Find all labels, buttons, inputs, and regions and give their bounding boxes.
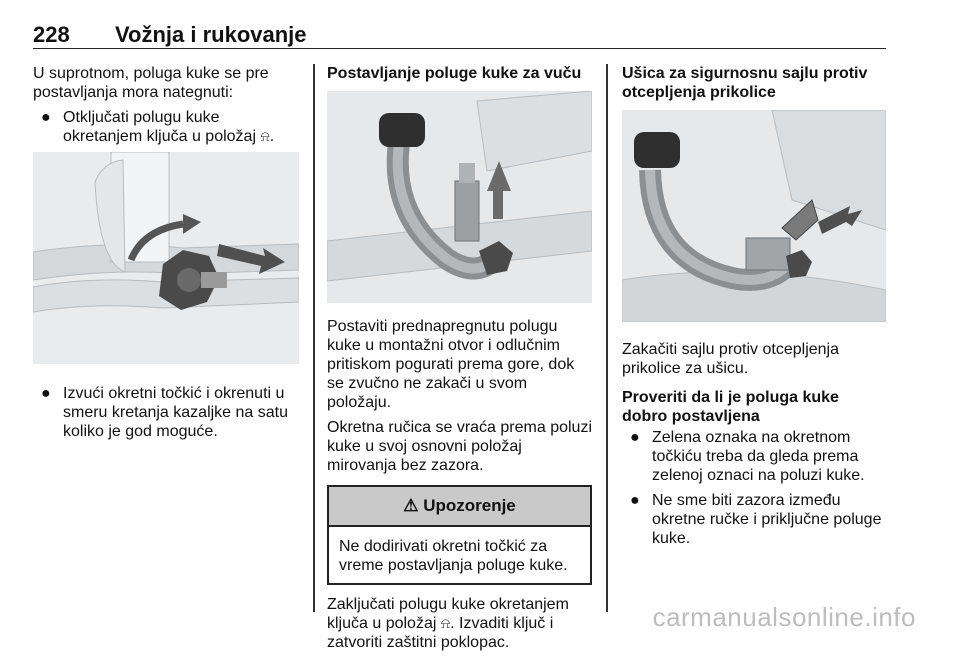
knob-illustration-svg [33, 152, 299, 364]
bullet-icon: ● [630, 429, 640, 446]
illustration-towbar-insert [327, 91, 592, 303]
bullet-icon: ● [630, 492, 640, 509]
list-item [622, 428, 886, 485]
section-heading: Ušica za sigurnosnu sajlu protiv otcepljenja prikolice [622, 65, 868, 101]
list-item [622, 491, 886, 548]
bullet-icon: ● [41, 385, 51, 402]
key-unlock-icon: ⍾ [260, 128, 270, 144]
column-middle [327, 64, 592, 658]
list-item-text: Ne sme biti zazora između okretne ručke i priključne poluge kuke. [652, 492, 882, 547]
intro-text: U suprotnom, poluga kuke se pre postavljanja mora nategnuti: [33, 65, 269, 101]
bullet-icon: ● [41, 109, 51, 126]
key-lock-icon: ⍾ [440, 615, 451, 631]
paragraph [327, 595, 592, 652]
warning-box [327, 485, 592, 585]
warning-body: Ne dodirivati okretni točkić za vreme postavljanja poluge kuke. [339, 538, 568, 574]
column-divider [313, 64, 315, 612]
watermark: carmanualsonline.info [652, 602, 916, 632]
section-heading: Postavljanje poluge kuke za vuču [327, 65, 582, 82]
paragraph: Postaviti prednapregnutu polugu kuke u montažni otvor i odlučnim pritiskom pogurati prema gore, dok se zvučno ne zakači u svom položaju. [327, 318, 575, 411]
warning-title: Upozorenje [423, 496, 516, 515]
page-header [33, 14, 886, 49]
paragraph: Zakačiti sajlu protiv otcepljenja prikolice za ušicu. [622, 341, 839, 377]
section-heading: Proveriti da li je poluga kuke dobro postavljena [622, 389, 839, 425]
eye-illustration-svg [622, 110, 886, 322]
paragraph-text-end: . Izvaditi ključ i zatvoriti zaštitni poklopac. [327, 615, 554, 651]
list-item-text: Zelena oznaka na okretnom točkiću treba da gleda prema zelenoj oznaci na poluzi kuke. [652, 429, 865, 484]
illustration-safety-eye [622, 110, 886, 322]
illustration-rotary-knob [33, 152, 299, 364]
paragraph-text: Zaključati polugu kuke okretanjem ključa u položaj [327, 596, 569, 632]
list-item-text: Izvući okretni točkić i okrenuti u smeru kretanja kazaljke na satu koliko je god moguće. [63, 385, 288, 440]
warning-header [329, 487, 590, 527]
column-left [33, 64, 299, 447]
warning-icon: ⚠ [403, 496, 419, 515]
column-divider [606, 64, 608, 612]
towbar-illustration-svg [327, 91, 592, 303]
list-item-text-end: . [269, 128, 275, 145]
column-right [622, 64, 886, 554]
page-number: 228 [33, 22, 70, 47]
list-item [33, 384, 299, 441]
list-item-text: Otključati polugu kuke okretanjem ključa u položaj [63, 109, 261, 145]
paragraph: Okretna ručica se vraća prema poluzi kuke u svoj osnovni položaj mirovanja bez zazora. [327, 419, 592, 474]
list-item [33, 108, 299, 146]
page-title: Vožnja i rukovanje [115, 22, 307, 47]
